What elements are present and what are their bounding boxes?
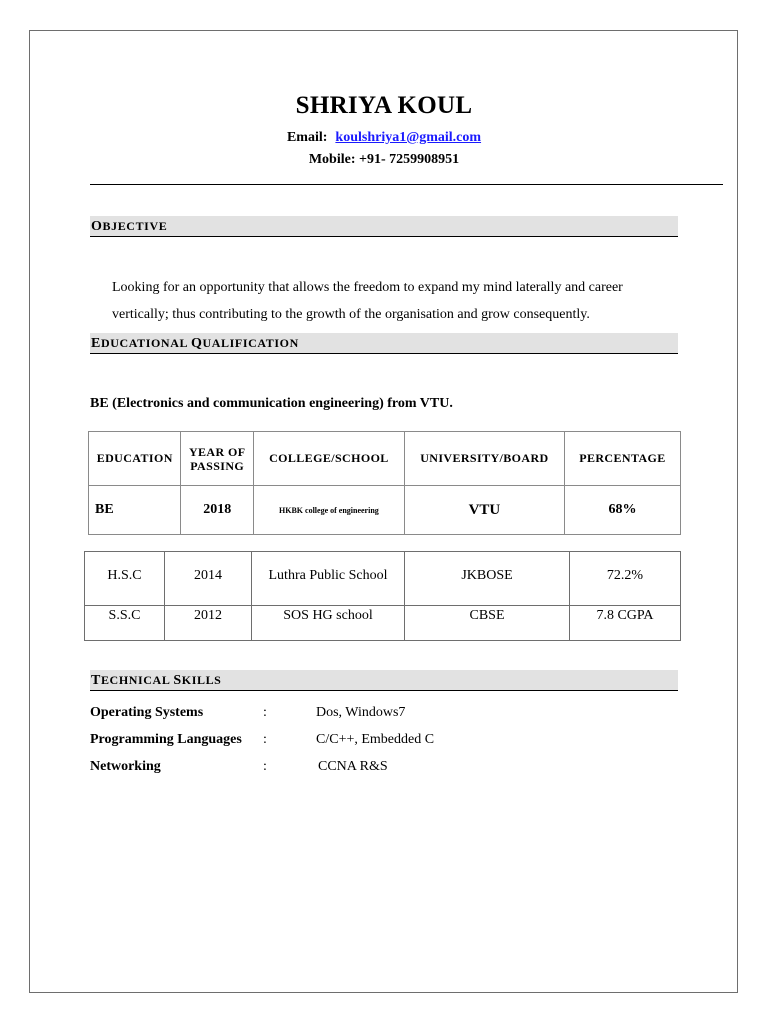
- table-cell: VTU: [404, 486, 564, 535]
- skills-heading: [90, 670, 678, 691]
- heading-rest: KILLS: [181, 673, 222, 687]
- table-cell: 68%: [564, 486, 680, 535]
- email-line: [0, 130, 768, 146]
- heading-initial: O: [91, 219, 103, 234]
- heading-initial: E: [91, 336, 101, 351]
- objective-text-line1: Looking for an opportunity that allows the freedom to expand my mind laterally and career: [112, 280, 623, 295]
- table-cell: 2018: [181, 486, 253, 535]
- degree-text: BE (Electronics and communication engineering) from VTU.: [90, 396, 453, 411]
- education-heading: [90, 333, 678, 354]
- skill-colon: :: [263, 759, 267, 774]
- table-cell: SOS HG school: [252, 606, 405, 641]
- table-header-row: [89, 432, 681, 486]
- education-table: [88, 431, 681, 535]
- degree-line: [90, 396, 453, 412]
- skill-label: Programming Languages: [90, 732, 242, 747]
- heading-initial: Q: [191, 336, 203, 351]
- table-header: UNIVERSITY/BOARD: [404, 432, 564, 486]
- skill-value: C/C++, Embedded C: [316, 732, 435, 747]
- table-row: [85, 606, 681, 641]
- candidate-name: SHRIYA KOUL: [295, 92, 473, 119]
- table-cell: 7.8 CGPA: [570, 606, 681, 641]
- school-table: [84, 551, 681, 641]
- table-cell: S.S.C: [85, 606, 165, 641]
- table-row: [89, 486, 681, 535]
- email-link[interactable]: koulshriya1@gmail.com: [335, 130, 482, 145]
- table-cell: H.S.C: [85, 552, 165, 606]
- email-label: Email:: [286, 130, 328, 145]
- table-cell: 2012: [165, 606, 252, 641]
- heading-rest: BJECTIVE: [102, 219, 168, 233]
- table-header: PERCENTAGE: [564, 432, 680, 486]
- skill-colon: :: [263, 705, 267, 720]
- table-header: EDUCATION: [89, 432, 181, 486]
- table-header: YEAR OF PASSING: [181, 432, 253, 486]
- table-cell: 2014: [165, 552, 252, 606]
- skill-value: CCNA R&S: [318, 759, 388, 774]
- heading-initial: S: [173, 673, 182, 688]
- heading-initial: T: [91, 673, 101, 688]
- table-cell: CBSE: [405, 606, 570, 641]
- objective-text-line2: vertically; thus contributing to the growth of the organisation and grow consequently.: [112, 307, 590, 322]
- heading-rest: UALIFICATION: [202, 336, 299, 350]
- heading-rest: ECHNICAL: [100, 673, 174, 687]
- table-cell: HKBK college of engineering: [253, 486, 404, 535]
- skill-label: Networking: [90, 759, 161, 774]
- skill-label: Operating Systems: [90, 705, 204, 720]
- skill-colon: :: [263, 732, 267, 747]
- skill-value: Dos, Windows7: [316, 705, 406, 720]
- table-cell: JKBOSE: [405, 552, 570, 606]
- table-header: COLLEGE/SCHOOL: [253, 432, 404, 486]
- table-cell: BE: [89, 486, 181, 535]
- header-divider: [90, 184, 723, 185]
- table-cell: Luthra Public School: [252, 552, 405, 606]
- objective-heading: [90, 216, 678, 237]
- table-cell: 72.2%: [570, 552, 681, 606]
- table-row: [85, 552, 681, 606]
- mobile-line: Mobile: +91- 7259908951: [308, 152, 460, 167]
- heading-rest: DUCATIONAL: [100, 336, 192, 350]
